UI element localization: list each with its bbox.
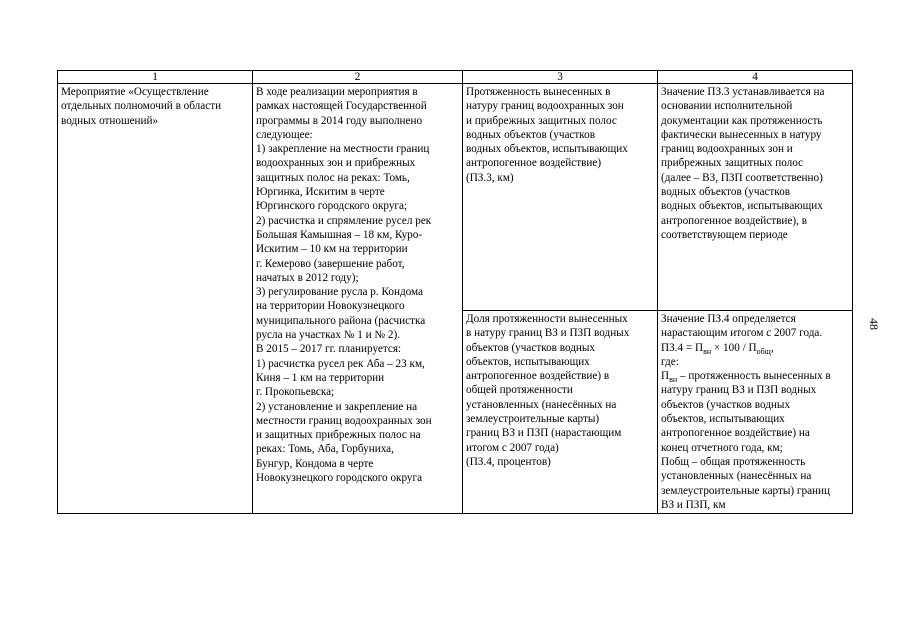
- text-line: в натуру границ ВЗ и ПЗП водных: [466, 327, 630, 340]
- text-line: водных отношений»: [61, 114, 159, 127]
- text-line: отдельных полномочий в области: [61, 100, 222, 113]
- formula-sub-vn: вн: [703, 346, 712, 356]
- text-line: границ ВЗ и ПЗП (нарастающим: [466, 427, 622, 440]
- text-line: программы в 2014 году выполнено: [256, 114, 423, 127]
- text-line: объектов, испытывающих: [661, 413, 785, 426]
- text-line: общей протяженности: [466, 384, 573, 397]
- text-line: фактически вынесенных в натуру: [661, 128, 822, 141]
- text-line: водных объектов (участков: [661, 186, 791, 199]
- text-line: г. Прокопьевска;: [256, 386, 335, 399]
- text-line: г. Кемерово (завершение работ,: [256, 257, 405, 270]
- text-line: Доля протяженности вынесенных: [466, 313, 628, 325]
- indicator-pz4-cell: [463, 311, 658, 514]
- formula-lhs: ПЗ.4 = П: [661, 341, 704, 354]
- header-col-3: 3: [463, 71, 658, 84]
- text-line: антропогенное воздействие): [466, 157, 602, 170]
- text-line: антропогенное воздействие) в: [466, 370, 610, 383]
- text-line: Мероприятие «Осуществление: [61, 86, 209, 98]
- text-line: установленных (нанесённых на: [661, 470, 812, 483]
- text-line: землеустроительные карты) границ: [661, 484, 831, 497]
- text-line: Большая Камышная – 18 км, Куро-: [256, 228, 423, 241]
- measure-description-cell: [253, 84, 463, 514]
- formula-end: ,: [770, 341, 774, 354]
- text-line: границ водоохранных зон и: [661, 143, 793, 156]
- text-line: В 2015 – 2017 гг. планируется:: [256, 343, 402, 356]
- text-line: Бунгур, Кондома в черте: [256, 457, 374, 470]
- text-line: антропогенное воздействие), в: [661, 214, 807, 227]
- text-line: Юргинка, Искитим в черте: [256, 186, 385, 199]
- text-line: 1) расчистка русел рек Аба – 23 км,: [256, 357, 425, 370]
- formula-mid: × 100 / П: [711, 341, 757, 354]
- text-line: документации как протяженность: [661, 114, 823, 127]
- text-line: основании исполнительной: [661, 100, 793, 113]
- text-line: (ПЗ.4, процентов): [466, 455, 551, 468]
- text-line: объектов (участков водных: [661, 398, 791, 411]
- text-line: водных объектов, испытывающих: [661, 200, 823, 213]
- indicator-pz3-cell: [463, 84, 658, 311]
- text-line: Киня – 1 км на территории: [256, 371, 385, 384]
- text-line: и прибрежных защитных полос: [466, 114, 617, 127]
- text-line: (ПЗ.3, км): [466, 171, 514, 184]
- text-line: натуру границ водоохранных зон: [466, 100, 624, 113]
- pvn-symbol: П: [661, 370, 670, 383]
- text-line: русла на участках № 1 и № 2).: [256, 329, 400, 342]
- text-line: рамках настоящей Государственной: [256, 100, 427, 113]
- header-row: [58, 71, 853, 84]
- text-line: В ходе реализации мероприятия в: [256, 86, 418, 98]
- table-row: [58, 84, 853, 311]
- text-line: антропогенное воздействие) на: [661, 427, 810, 440]
- header-col-1: 1: [58, 71, 253, 84]
- text-line: Новокузнецкого городского округа: [256, 472, 423, 485]
- text-line: и защитных прибрежных полос на: [256, 429, 421, 442]
- text-line: начатых в 2012 году);: [256, 271, 359, 284]
- measures-table: [57, 70, 853, 514]
- page-number: 48: [867, 318, 881, 330]
- formula-sub-obsh: общ: [756, 346, 771, 356]
- text-line: муниципального района (расчистка: [256, 314, 426, 327]
- text-line: 3) регулирование русла р. Кондома: [256, 286, 424, 299]
- text-line: водных объектов, испытывающих: [466, 143, 628, 156]
- pvn-subscript: вн: [669, 375, 678, 385]
- text-line: 2) расчистка и спрямление русел рек: [256, 214, 432, 227]
- text-line: защитных полос на реках: Томь,: [256, 171, 410, 184]
- text-line: Значение ПЗ.3 устанавливается на: [661, 86, 825, 98]
- text-line: нарастающим итогом с 2007 года.: [661, 327, 823, 340]
- text-line: итогом с 2007 года): [466, 441, 559, 454]
- method-pz3-cell: [658, 84, 853, 311]
- text-line: Значение ПЗ.4 определяется: [661, 313, 796, 325]
- definition-line: [661, 369, 850, 383]
- text-line: землеустроительные карты): [466, 413, 600, 426]
- pvn-definition: – протяженность вынесенных в: [677, 370, 831, 383]
- text-line: Протяженность вынесенных в: [466, 86, 611, 98]
- formula-line: [661, 341, 850, 355]
- text-line: объектов (участков водных: [466, 341, 596, 354]
- text-line: установленных (нанесённых на: [466, 398, 617, 411]
- header-col-2: 2: [253, 71, 463, 84]
- method-pz4-cell: [658, 311, 853, 514]
- text-line: следующее:: [256, 128, 313, 141]
- header-col-4: 4: [658, 71, 853, 84]
- text-line: Искитим – 10 км на территории: [256, 243, 408, 256]
- text-line: объектов, испытывающих: [466, 355, 590, 368]
- text-line: местности границ водоохранных зон: [256, 414, 432, 427]
- text-line: натуру границ ВЗ и ПЗП водных: [661, 384, 817, 397]
- text-line: водных объектов (участков: [466, 128, 596, 141]
- text-line: (далее – ВЗ, ПЗП соответственно): [661, 171, 823, 184]
- text-line: на территории Новокузнецкого: [256, 300, 405, 313]
- text-line: Юргинского городского округа;: [256, 200, 408, 213]
- text-line: Побщ – общая протяженность: [661, 455, 806, 468]
- text-line: реках: Томь, Аба, Горбуниха,: [256, 443, 394, 456]
- text-line: соответствующем периоде: [661, 228, 788, 241]
- text-line: конец отчетного года, км;: [661, 441, 783, 454]
- text-line: 2) установление и закрепление на: [256, 400, 418, 413]
- text-line: 1) закрепление на местности границ: [256, 143, 430, 156]
- text-line: ВЗ и ПЗП, км: [661, 498, 726, 511]
- measure-name-cell: [58, 84, 253, 514]
- text-line: прибрежных защитных полос: [661, 157, 804, 170]
- text-line: водоохранных зон и прибрежных: [256, 157, 416, 170]
- text-line: где:: [661, 355, 679, 368]
